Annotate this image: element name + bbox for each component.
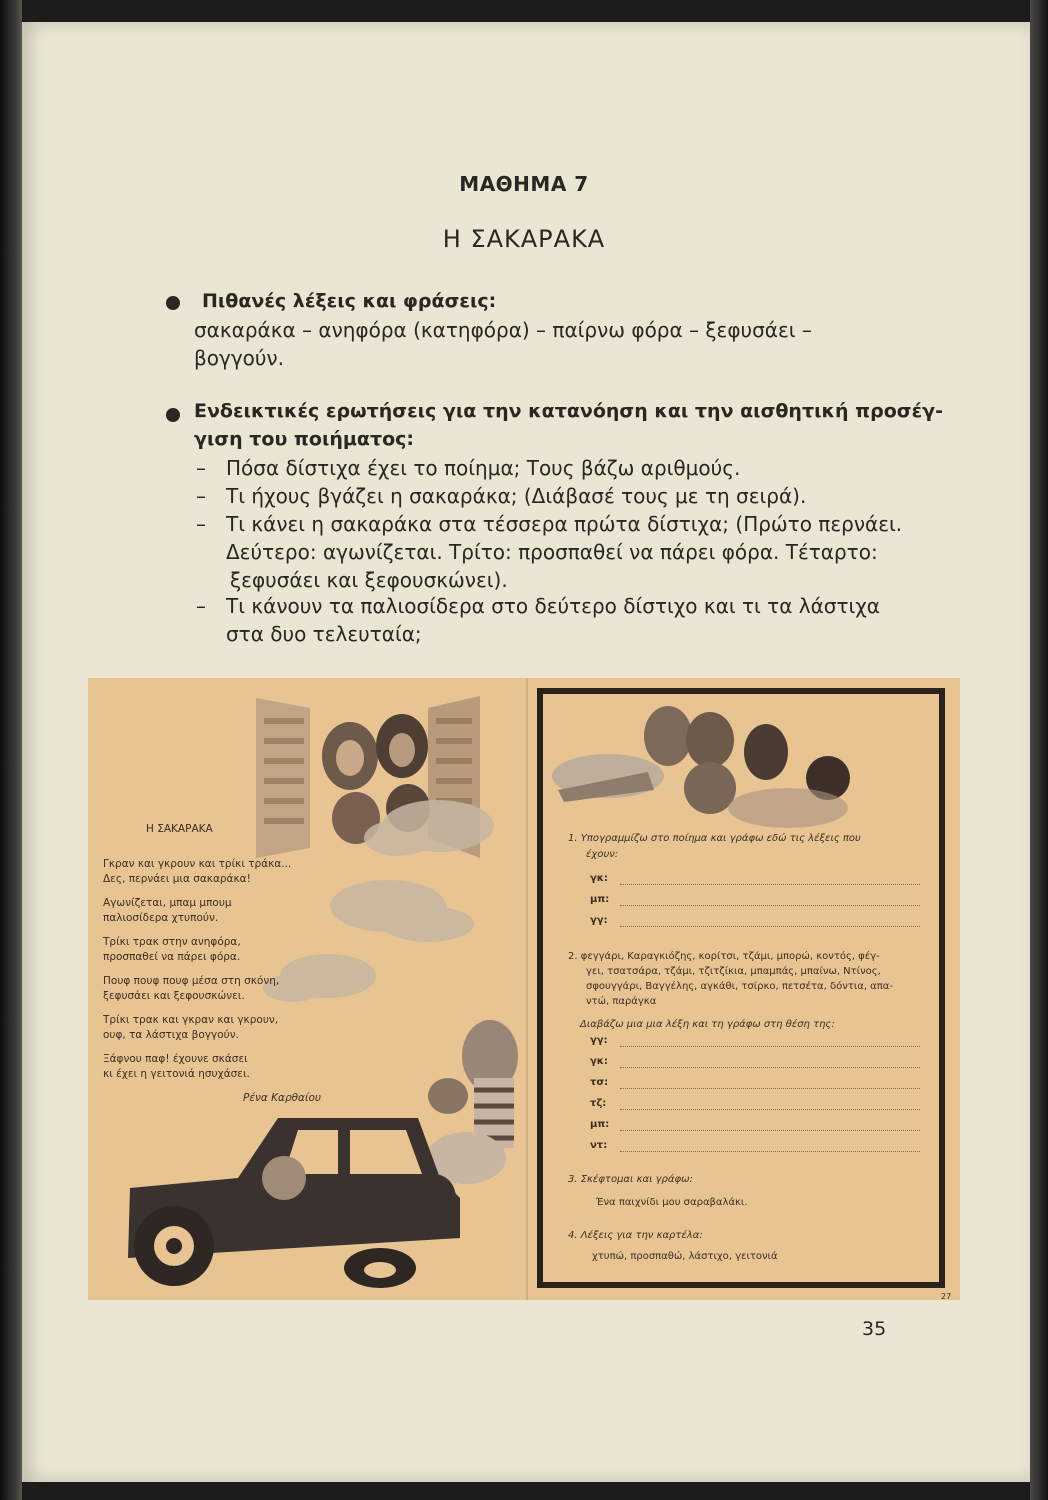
exercise-2-words: 2. φεγγάρι, Καραγκιόζης, κορίτσι, τζάμι, μπορώ, κοντός, φέγ- <box>568 951 880 962</box>
exercise-3-title: 3. Σκέφτομαι και γράφω: <box>568 1174 693 1185</box>
answer-line <box>620 905 920 906</box>
page-number: 35 <box>862 1318 887 1340</box>
exercise-4-title: 4. Λέξεις για την καρτέλα: <box>568 1230 703 1241</box>
section1-heading: Πιθανές λέξεις και φράσεις: <box>202 290 497 312</box>
exercise-label: γκ: <box>590 1056 608 1067</box>
question: στα δυο τελευταία; <box>226 622 422 646</box>
poem-line: προσπαθεί να πάρει φόρα. <box>103 951 241 963</box>
question: Τι κάνει η σακαράκα στα τέσσερα πρώτα δίστιχα; (Πρώτο περνάει. <box>226 512 903 536</box>
question: Δεύτερο: αγωνίζεται. Τρίτο: προσπαθεί να πάρει φόρα. Τέταρτο: <box>226 540 878 564</box>
exercise-label: γγ: <box>590 1035 608 1046</box>
exercise-2-instruction: Διαβάζω μια μια λέξη και τη γράφω στη θέση της: <box>580 1019 835 1030</box>
exercise-2-words: ντώ, παράγκα <box>586 996 657 1007</box>
question: Πόσα δίστιχα έχει το ποίημα; Τους βάζω αριθμούς. <box>226 456 741 480</box>
exercise-2-words: σφουγγάρι, Βαγγέλης, αγκάθι, τσίρκο, πετσέτα, δόντια, απα- <box>586 981 893 992</box>
answer-line <box>620 884 920 885</box>
section2-heading: Ενδεικτικές ερωτήσεις για την κατανόηση και την αισθητική προσέγ- <box>194 400 944 422</box>
poem-line: ξεφυσάει και ξεφουσκώνει. <box>103 990 245 1002</box>
answer-line <box>620 926 920 927</box>
exercise-3-text: Ένα παιχνίδι μου σαραβαλάκι. <box>596 1197 748 1208</box>
exercise-1-prompt: 1. Υπογραμμίζω στο ποίημα και γράφω εδώ τις λέξεις που <box>568 833 861 844</box>
exercise-4-text: χτυπώ, προσπαθώ, λάστιχο, γειτονιά <box>592 1251 778 1262</box>
inset-poem-title: Η ΣΑΚΑΡΑΚΑ <box>146 823 213 835</box>
exercise-label: γκ: <box>590 873 608 884</box>
exercise-label: ντ: <box>590 1140 608 1151</box>
bullet-dot <box>166 296 180 310</box>
exercise-label: τζ: <box>590 1098 607 1109</box>
answer-line <box>620 1151 920 1152</box>
section2-heading: γιση του ποιήματος: <box>194 428 414 450</box>
poem-line: Αγωνίζεται, μπαμ μπουμ <box>103 897 232 909</box>
poem-line: Δες, περνάει μια σακαράκα! <box>103 873 251 885</box>
poem-author: Ρένα Καρθαίου <box>243 1092 322 1104</box>
poem-line: Πουφ πουφ πουφ μέσα στη σκόνη, <box>103 975 280 987</box>
exercise-label: μπ: <box>590 1119 610 1130</box>
poem-line: ουφ, τα λάστιχα βογγούν. <box>103 1029 239 1041</box>
section1-line: σακαράκα – ανηφόρα (κατηφόρα) – παίρνω φόρα – ξεφυσάει – <box>194 318 812 342</box>
answer-line <box>620 1067 920 1068</box>
question: Τι κάνουν τα παλιοσίδερα στο δεύτερο δίστιχο και τι τα λάστιχα <box>226 594 880 618</box>
exercise-label: μπ: <box>590 894 610 905</box>
poem-title: Η ΣΑΚΑΡΑΚΑ <box>442 225 606 253</box>
poem-line: Ξάφνου παφ! έχουνε σκάσει <box>103 1053 248 1065</box>
answer-line <box>620 1109 920 1110</box>
answer-line <box>620 1130 920 1131</box>
boy-illustration <box>426 1020 518 1184</box>
exercise-label: γγ: <box>590 915 608 926</box>
lesson-heading: ΜΑΘΗΜΑ 7 <box>459 172 589 196</box>
bullet-dot <box>166 408 180 422</box>
poem-line: παλιοσίδερα χτυπούν. <box>103 912 219 924</box>
exercise-1-prompt: έχουν: <box>586 849 619 860</box>
dash: – <box>196 484 206 508</box>
question: Τι ήχους βγάζει η σακαράκα; (Διάβασέ τους με τη σειρά). <box>226 484 807 508</box>
poem-line: Τρίκι τρακ και γκραν και γκρουν, <box>103 1014 279 1026</box>
dash: – <box>196 512 206 536</box>
section1-line: βογγούν. <box>194 346 285 370</box>
question: ξεφυσάει και ξεφουσκώνει). <box>230 568 508 592</box>
poem-line: Γκραν και γκρουν και τρίκι τράκα... <box>103 858 292 870</box>
answer-line <box>620 1088 920 1089</box>
poem-line: Τρίκι τρακ στην ανηφόρα, <box>103 936 241 948</box>
exercise-2-words: γει, τσατσάρα, τζάμι, τζιτζίκια, μπαμπάς, μπαίνω, Ντίνος, <box>586 966 881 977</box>
dash: – <box>196 594 206 618</box>
old-car-illustration <box>128 1118 460 1288</box>
inset-page-number: 27 <box>941 1292 952 1301</box>
exercise-label: τσ: <box>590 1077 609 1088</box>
answer-line <box>620 1046 920 1047</box>
poem-line: κι έχει η γειτονιά ησυχάσει. <box>103 1068 250 1080</box>
dash: – <box>196 456 206 480</box>
